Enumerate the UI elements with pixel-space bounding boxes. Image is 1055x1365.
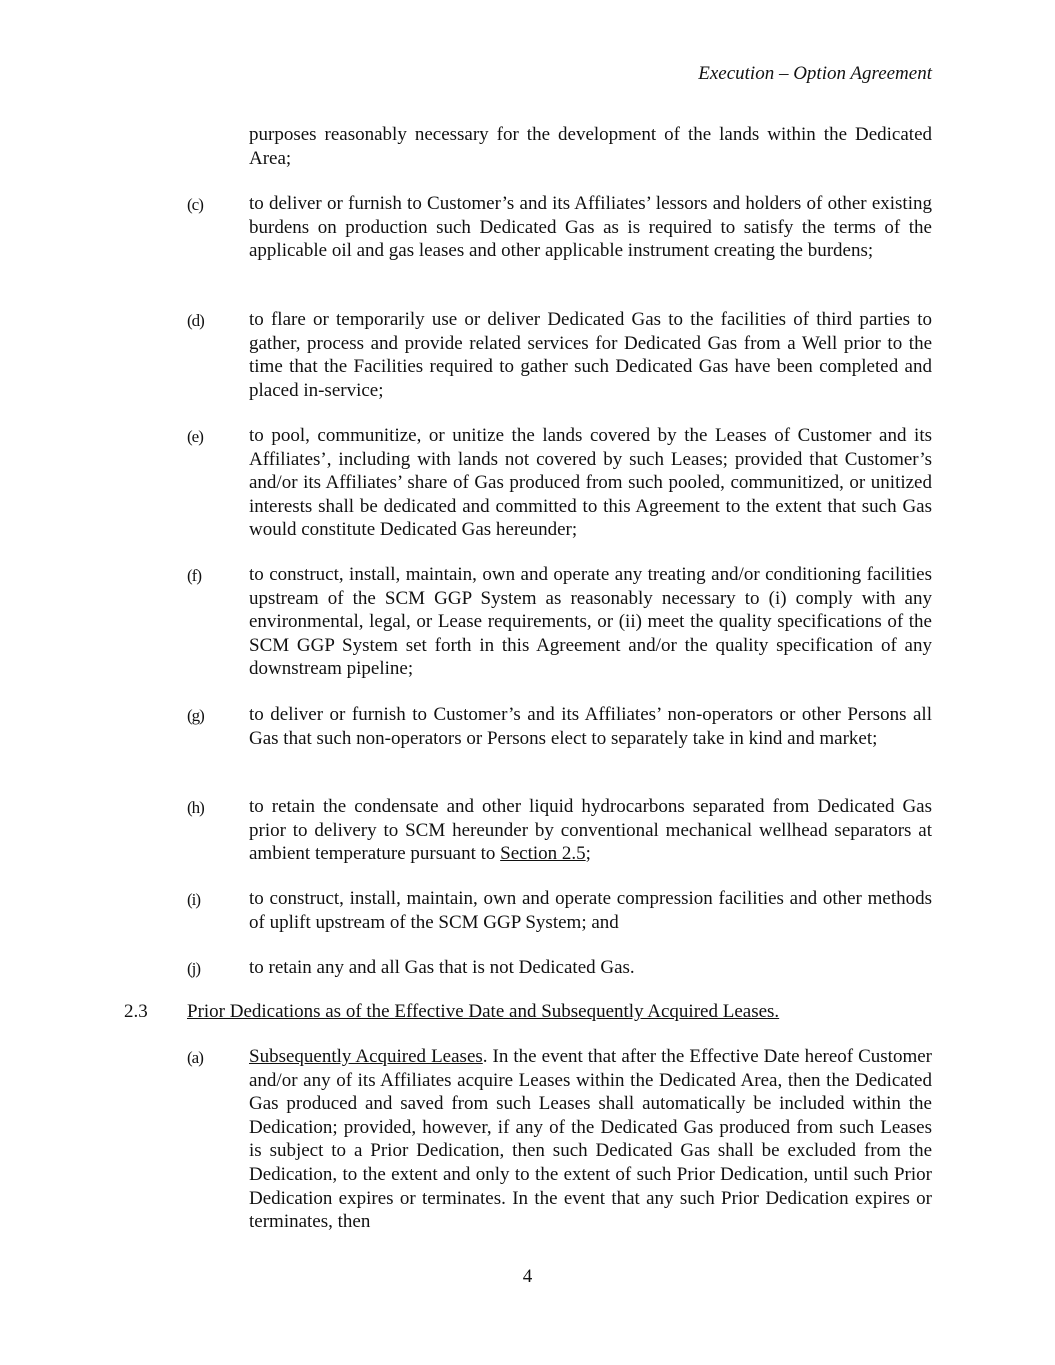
item-label-c: (c) bbox=[187, 195, 203, 214]
item-text-h-end: ; bbox=[585, 843, 591, 865]
item-text-e: to pool, communitize, or unitize the lands covered by the Leases of Customer and its Affiliates’, including with lands not covered by such Leases; provided that Customer’s and/or its Affiliates’ share of Gas produced from such pooled, communitized, or unitized interests shall be dedicated and committed to this Agreement to the extent that such Gas would constitute Dedicated Gas hereunder; bbox=[249, 425, 932, 541]
item-label-d: (d) bbox=[187, 311, 204, 330]
item-text-h bbox=[249, 795, 932, 866]
item-text-d: to flare or temporarily use or deliver Dedicated Gas to the facilities of third parties to gather, process and provide related services for Dedicated Gas from a Well prior to the time that the Facilities required to gather such Dedicated Gas have been completed and placed in-service; bbox=[249, 309, 932, 401]
item-label-h: (h) bbox=[187, 798, 204, 817]
subsection-label-a: (a) bbox=[187, 1048, 203, 1067]
item-label-f: (f) bbox=[187, 566, 201, 585]
section-number: 2.3 bbox=[124, 1001, 148, 1022]
subsection-body: . In the event that after the Effective Date hereof Customer and/or any of its Affiliates acquire Leases within the Dedicated Area, then the Dedicated Gas produced and saved from such Leases shall automatically be included within the Dedication; provided, however, if any of the Dedicated Gas produced from such Leases is subject to a Prior Dedication, then such Dedicated Gas shall be excluded from the Dedication, to the extent and only to the extent of such Prior Dedication, until such Prior Dedication expires or terminates. In the event that any such Prior Dedication expires or terminates, then bbox=[249, 1046, 932, 1233]
section-2-5-reference-link[interactable]: Section 2.5 bbox=[500, 843, 586, 865]
item-text-j: to retain any and all Gas that is not Dedicated Gas. bbox=[249, 957, 635, 978]
item-label-j: (j) bbox=[187, 959, 201, 978]
continuation-paragraph: purposes reasonably necessary for the development of the lands within the Dedicated Area; bbox=[249, 124, 932, 169]
subsection-text-a bbox=[249, 1045, 932, 1234]
subsection-heading: Subsequently Acquired Leases bbox=[249, 1046, 483, 1067]
item-text-i: to construct, install, maintain, own and operate compression facilities and other methods of uplift upstream of the SCM GGP System; and bbox=[249, 888, 932, 933]
section-title: Prior Dedications as of the Effective Date and Subsequently Acquired Leases. bbox=[187, 1001, 780, 1022]
item-text-f: to construct, install, maintain, own and operate any treating and/or conditioning facilities upstream of the SCM GGP System as reasonably necessary to (i) comply with any environmental, legal, or Lease requirements, or (ii) meet the quality specifications of the SCM GGP System set forth in this Agreement and/or the quality specification of any downstream pipeline; bbox=[249, 564, 932, 680]
item-text-g: to deliver or furnish to Customer’s and its Affiliates’ non-operators or other Persons all Gas that such non-operators or Persons elect to separately take in kind and market; bbox=[249, 704, 932, 749]
item-label-g: (g) bbox=[187, 706, 204, 725]
item-text-h-body: to retain the condensate and other liquid hydrocarbons separated from Dedicated Gas prior to delivery to SCM hereunder by conventional mechanical wellhead separators at ambient temperature pursuant to bbox=[249, 796, 932, 865]
item-label-e: (e) bbox=[187, 427, 203, 446]
page-number: 4 bbox=[522, 1266, 533, 1287]
item-label-i: (i) bbox=[187, 890, 201, 909]
item-text-c: to deliver or furnish to Customer’s and its Affiliates’ lessors and holders of other existing burdens on production such Dedicated Gas as is required to satisfy the terms of the applicable oil and gas leases and other applicable instrument creating the burdens; bbox=[249, 193, 932, 262]
page-header: Execution – Option Agreement bbox=[698, 63, 932, 84]
